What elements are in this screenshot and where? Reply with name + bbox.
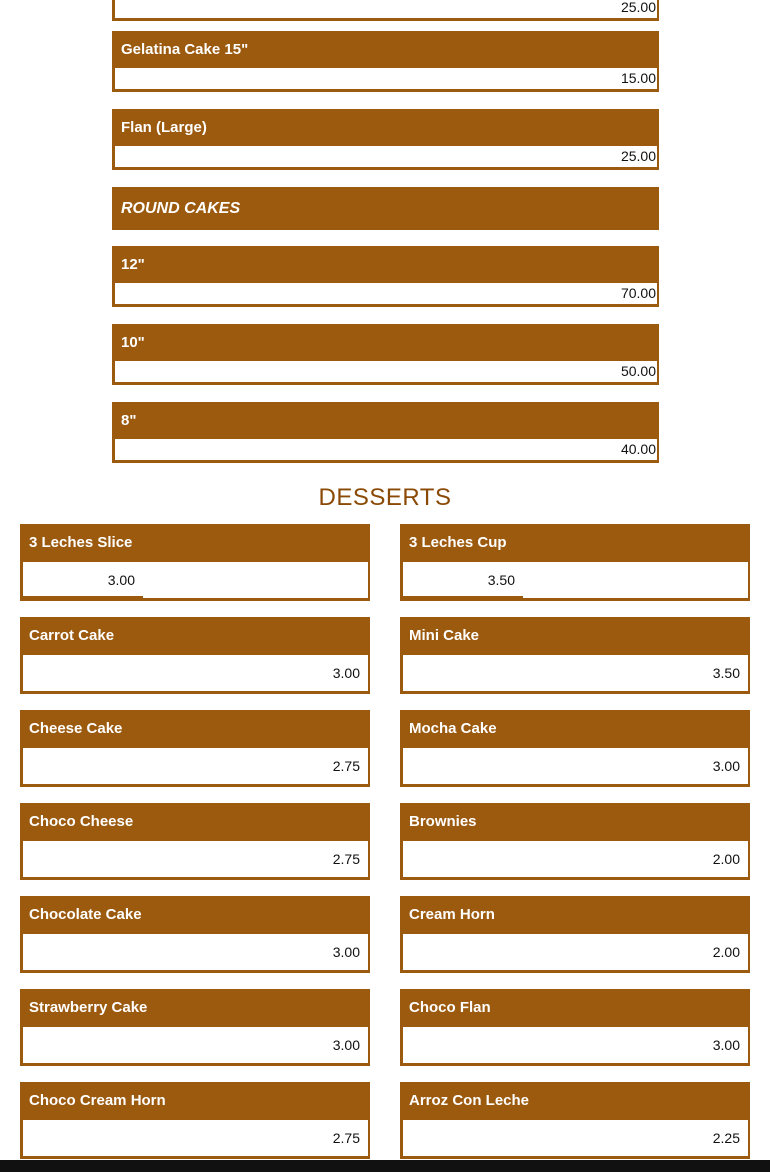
item-price: 15.00: [115, 68, 657, 89]
price-field: [23, 841, 368, 877]
item-name: Gelatina Cake 15": [121, 41, 249, 58]
menu-item-card: [112, 31, 659, 92]
price-field: [403, 655, 748, 691]
menu-item-card: [112, 109, 659, 170]
price-field: [403, 748, 748, 784]
menu-item-card: [112, 324, 659, 385]
dessert-card: [20, 803, 370, 880]
item-price: 40.00: [115, 439, 657, 460]
item-price: 3.00: [332, 665, 360, 681]
item-price: 3.50: [487, 572, 515, 588]
item-price: 2.00: [712, 851, 740, 867]
dessert-card: [20, 989, 370, 1066]
price-field: [23, 655, 368, 691]
item-name: Cheese Cake: [29, 720, 123, 737]
price-field: [403, 841, 748, 877]
item-price: 2.25: [712, 1130, 740, 1146]
item-price: 2.75: [332, 851, 360, 867]
price-field: [403, 1027, 748, 1063]
menu-item-card: [112, 402, 659, 463]
item-name: Strawberry Cake: [29, 999, 148, 1016]
item-name: Mocha Cake: [409, 720, 497, 737]
dessert-card: [20, 896, 370, 973]
item-price: 3.00: [332, 944, 360, 960]
item-name: 8": [121, 412, 137, 429]
item-name: Choco Flan: [409, 999, 491, 1016]
item-name: Carrot Cake: [29, 627, 115, 644]
dessert-card: [400, 524, 750, 601]
price-field: [23, 1120, 368, 1156]
price-field: [403, 562, 748, 598]
price-field: [403, 934, 748, 970]
item-name: Choco Cream Horn: [29, 1092, 166, 1109]
dessert-card: [400, 803, 750, 880]
menu-item-card: [112, 246, 659, 307]
item-price: 3.00: [332, 1037, 360, 1053]
price-field: [23, 1027, 368, 1063]
dessert-card: [400, 989, 750, 1066]
section-header-round-cakes: ROUND CAKES: [112, 187, 659, 230]
item-name: Chocolate Cake: [29, 906, 142, 923]
item-name: 12": [121, 256, 145, 273]
item-price: 25.00: [115, 146, 657, 167]
item-price: 3.00: [712, 1037, 740, 1053]
item-price: 25.00: [115, 0, 657, 18]
item-name: 10": [121, 334, 145, 351]
menu-item-card: [112, 0, 659, 21]
dessert-card: [400, 617, 750, 694]
dessert-card: [400, 896, 750, 973]
dessert-card: [20, 1082, 370, 1159]
price-field: [403, 1120, 748, 1156]
price-field: [23, 748, 368, 784]
item-name: 3 Leches Slice: [29, 534, 133, 551]
price-field: [23, 934, 368, 970]
dessert-card: [400, 710, 750, 787]
price-field: [23, 562, 368, 598]
item-name: Arroz Con Leche: [409, 1092, 530, 1109]
item-name: 3 Leches Cup: [409, 534, 507, 551]
section-title-desserts: DESSERTS: [318, 484, 452, 511]
item-name: Flan (Large): [121, 119, 207, 136]
item-name: Cream Horn: [409, 906, 495, 923]
item-price: 2.00: [712, 944, 740, 960]
underline: [403, 596, 523, 598]
dessert-card: [20, 710, 370, 787]
item-name: Choco Cheese: [29, 813, 134, 830]
dessert-card: [20, 617, 370, 694]
item-name: Mini Cake: [409, 627, 480, 644]
item-price: 3.00: [712, 758, 740, 774]
underline: [23, 596, 143, 598]
item-price: 2.75: [332, 1130, 360, 1146]
dessert-card: [400, 1082, 750, 1159]
item-price: 3.00: [107, 572, 135, 588]
footer-bar: [0, 1160, 770, 1172]
item-name: Brownies: [409, 813, 477, 830]
item-price: 70.00: [115, 283, 657, 304]
dessert-card: [20, 524, 370, 601]
item-price: 2.75: [332, 758, 360, 774]
item-price: 3.50: [712, 665, 740, 681]
item-price: 50.00: [115, 361, 657, 382]
